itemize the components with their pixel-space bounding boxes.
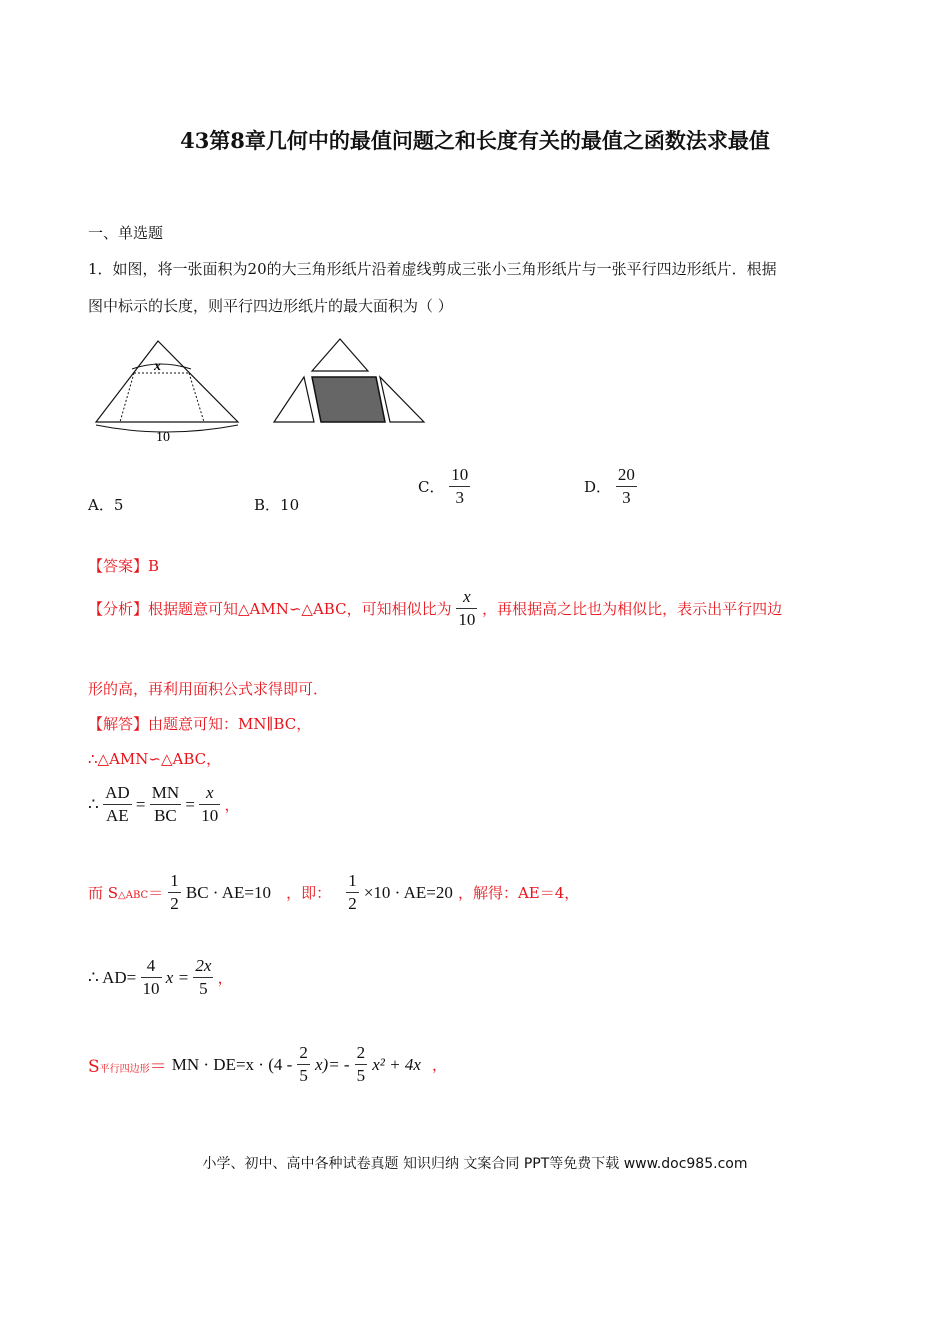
question-text-line2: 图中标示的长度，则平行四边形纸片的最大面积为（ ）	[88, 297, 453, 315]
option-d-fraction: $\frac{20}{3}$	[617, 465, 635, 507]
solution-eq4: S平行四边形＝ MN · DE=x · (4 - $\frac{2}{5}$ x)= - $\frac{2}{5}$ x² + 4x ，	[88, 1043, 448, 1085]
option-a: A．5	[88, 496, 124, 514]
page-title: 43第8章几何中的最值问题之和长度有关的最值之函数法求最值	[180, 128, 770, 153]
cut-pieces-figure	[270, 335, 430, 427]
option-c-fraction: $\frac{10}{3}$	[451, 465, 469, 507]
solution-eq3: ∴ AD= $\frac{4}{10}$ x = $\frac{2x}{5}$ ，	[88, 956, 233, 998]
big-triangle-figure	[88, 335, 248, 447]
figure-label-x: x	[154, 359, 161, 374]
option-d: D． $\frac{20}{3}$	[584, 465, 635, 507]
parallelogram-piece	[312, 377, 385, 422]
solution-line1: 【解答】由题意可知：MN∥BC，	[88, 715, 312, 733]
option-c: C． $\frac{10}{3}$	[418, 465, 469, 507]
left-small-triangle	[274, 377, 314, 422]
option-b: B．10	[254, 496, 300, 514]
solution-eq1: ∴ $\frac{AD}{AE}$ = $\frac{MN}{BC}$ = $\frac{x}{10}$ ，	[88, 783, 240, 825]
solution-line2: ∴△AMN∽△ABC，	[88, 750, 222, 768]
analysis-line2: 形的高，再利用面积公式求得即可．	[88, 680, 329, 698]
question-text-line1: 1．如图，将一张面积为20的大三角形纸片沿着虚线剪成三张小三角形纸片与一张平行四边形纸片．根据	[88, 260, 777, 278]
section-heading: 一、单选题	[88, 224, 164, 242]
answer-line: 【答案】B	[88, 557, 160, 575]
figure-label-10: 10	[156, 430, 170, 445]
page-footer: 小学、初中、高中各种试卷真题 知识归纳 文案合同 PPT等免费下载 www.doc985.com	[202, 1156, 748, 1172]
solution-eq2: 而 S△ABC＝ $\frac{1}{2}$ BC · AE=10 ，即： $\frac{1}{2}$ ×10 · AE=20 ，解得：AE＝4，	[88, 871, 580, 913]
top-small-triangle	[312, 339, 368, 371]
right-small-triangle	[380, 377, 424, 422]
analysis-fraction: $\frac{x}{10}$	[458, 587, 476, 629]
analysis-line1: 【分析】根据题意可知△AMN∽△ABC，可知相似比为 $\frac{x}{10}$ ，再根据高之比也为相似比，表示出平行四边	[88, 587, 783, 629]
